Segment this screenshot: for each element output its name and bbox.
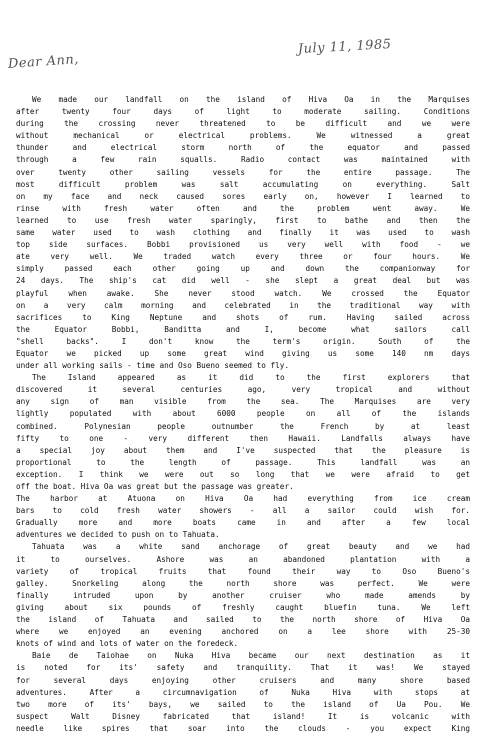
letter-line: adventures we decided to push on to Tahuata. — [16, 530, 220, 540]
letter-body — [16, 94, 470, 735]
letter-line: without mechanical or electrical problems. We witnessed a great — [16, 131, 470, 141]
letter-line: Equator we picked up some great wind giving us some 140 nm days — [16, 348, 470, 358]
letter-line: combined. Polynesian people outnumber the French by at least — [16, 421, 470, 431]
letter-line: The Island appeared as it did to the first explorers that — [32, 373, 470, 383]
letter-line: needle like spires that soar into the clouds - you expect King — [16, 723, 470, 733]
letter-line: We made our landfall on the island of Hiva Oa in the Marquises — [32, 95, 470, 104]
letter-line: top side surfaces. Bobbi provisioned us very well with food - we — [16, 240, 470, 250]
letter-line: suspect Walt Disney fabricated that island! It is volcanic with — [16, 711, 470, 721]
letter-line: two more of its' bays, we sailed to the island of Ua Pou. We — [16, 699, 470, 709]
letter-line: playful when awake. She never stood watch. We crossed the Equator — [16, 288, 470, 298]
letter-line: Tahuata was a white sand anchorage of great beauty and we had — [32, 542, 470, 552]
letter-line: knots of wind and lots of water on the foredeck. — [16, 639, 239, 649]
letter-line: during the crossing never threatened to be difficult and we were — [16, 119, 470, 129]
letter-line: The harbor at Atuona on Hiva Oa had everything from ice cream — [16, 494, 470, 504]
letter-line: Baie de Taiohae on Nuka Hiva became our next destination as it — [32, 651, 470, 661]
letter-line: bars to cold fresh water showers - all a sailor could wish for. — [16, 506, 470, 516]
letter-line: on a very calm morning and celebrated in the traditional way with — [16, 300, 470, 310]
salutation: Dear Ann, — [7, 52, 80, 72]
letter-line: discovered it several centuries ago, very tropical and without — [16, 385, 470, 395]
letter-line: rinse with fresh water often and the problem went away. We — [16, 203, 470, 213]
letter-line: after twenty four days of light to moderate sailing. Conditions — [16, 107, 470, 117]
letter-line: galley. Snorkeling along the north shore was perfect. We were — [16, 578, 470, 588]
letter-line: ate very well. We traded watch every three or four hours. We — [16, 252, 470, 262]
letter-line: where we enjoyed an evening anchored on a lee shore with 25-30 — [16, 627, 470, 637]
letter-line: is noted for its' safety and tranquility. That it was! We stayed — [16, 663, 470, 673]
letter-line: on my face and neck caused sores early on, however I learned to — [16, 191, 470, 201]
letter-line: lightly populated with about 6000 people on all of the islands — [16, 409, 470, 419]
letter-line: variety of tropical fruits that found their way to Oso Bueno's — [16, 566, 470, 576]
letter-line: through a few rain squalls. Radio contact was maintained with — [16, 155, 470, 165]
letter-line: proportional to the length of passage. This landfall was an — [16, 457, 470, 467]
letter-line: off the boat. Hiva Oa was great but the passage was greater. — [16, 482, 294, 491]
letter-line: learned to use fresh water sparingly, first to bathe and then the — [16, 215, 470, 225]
letter-line: for several days enjoying other cruisers and many shore based — [16, 675, 470, 685]
letter-line: most difficult problem was salt accumulating on everything. Salt — [16, 179, 470, 189]
letter-line: over twenty other sailing vessels for the entire passage. The — [16, 167, 470, 177]
letter-line: finally intruded upon by another cruiser who made amends by — [16, 590, 470, 600]
letter-line: any sign of man visible from the sea. The Marquises are very — [16, 397, 470, 407]
letter-line: fifty to one - very different then Hawaii. Landfalls always have — [16, 433, 470, 443]
handwritten-date: July 11, 1985 — [297, 37, 392, 57]
letter-line: it to ourselves. Ashore was an abandoned plantation with a — [16, 554, 470, 564]
letter-line: "shell backs". I don't know the term's origin. South of the — [16, 336, 470, 346]
letter-line: thunder and electrical storm north of the equator and passed — [16, 143, 470, 153]
letter-line: simply passed each other going up and down the companionway for — [16, 264, 470, 274]
letter-line: sacrifices to King Neptune and shots of rum. Having sailed across — [16, 312, 470, 322]
letter-line: Gradually more and more boats came in and after a few local — [16, 518, 470, 528]
letter-line: a special joy about them and I've suspected that the pleasure is — [16, 445, 470, 455]
letter-line: giving about six pounds of freshly caught bluefin tuna. We left — [16, 602, 470, 612]
letter-line: adventures. After a circumnavigation of Nuka Hiva with stops at — [16, 687, 470, 697]
letter-line: exception. I think we were out so long that we were afraid to get — [16, 469, 470, 479]
letter-line: the Equator Bobbi, Banditta and I, become what sailors call — [16, 324, 470, 334]
letter-line: 24 days. The ship's cat did well - she slept a great deal but was — [16, 276, 470, 286]
letter-line: same water used to wash clothing and finally it was used to wash — [16, 228, 470, 238]
letter-line: under all working sails - time and Oso Bueno seemed to fly. — [16, 361, 290, 371]
letter-line: the island of Tahuata and sailed to the north shore of Hiva Oa — [16, 615, 470, 625]
